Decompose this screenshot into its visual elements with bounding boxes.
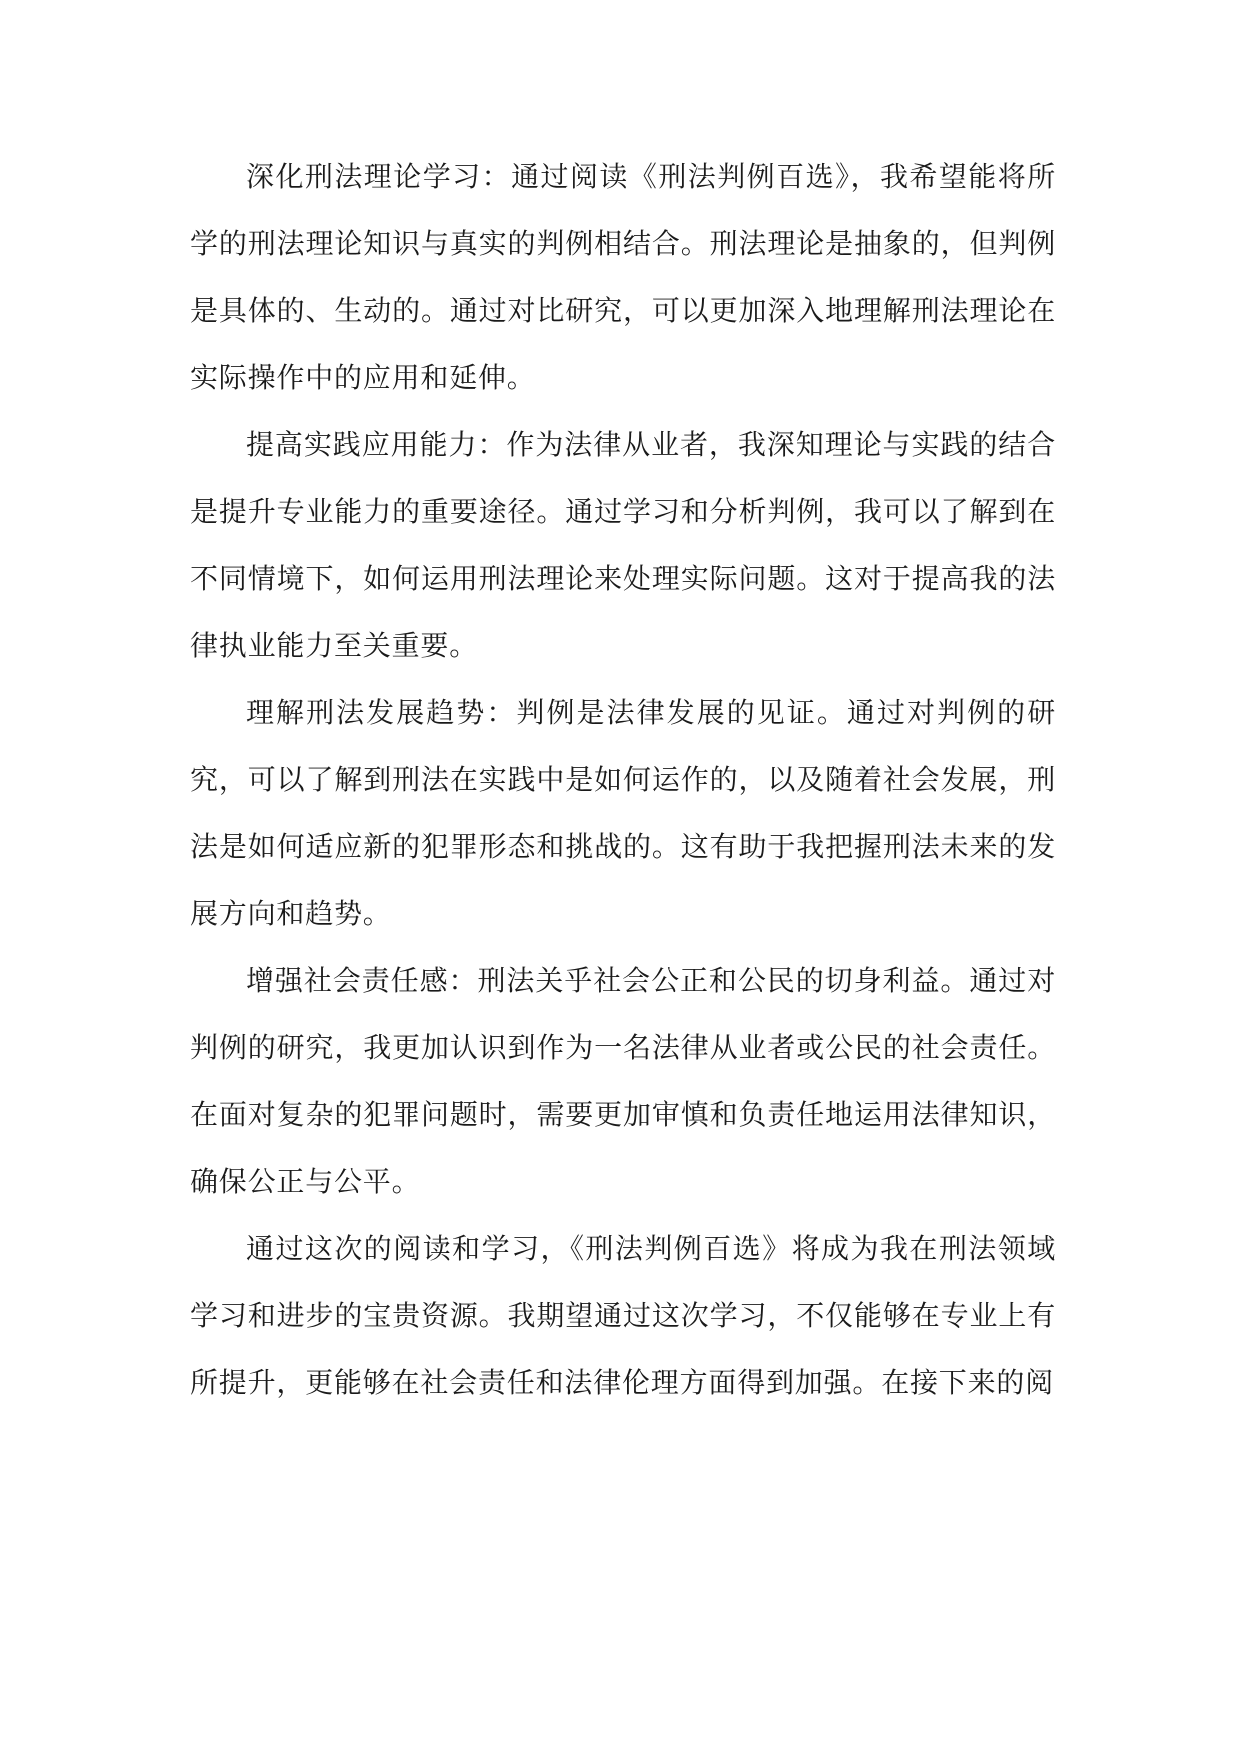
paragraph-development-trend: 理解刑法发展趋势：判例是法律发展的见证。通过对判例的研究，可以了解到刑法在实践中是如何运作的，以及随着社会发展，刑法是如何适应新的犯罪形态和挑战的。这有助于我把握刑法未来的发展方向和趋势。 xyxy=(190,696,1056,930)
paragraph-social-responsibility: 增强社会责任感：刑法关乎社会公正和公民的切身利益。通过对判例的研究，我更加认识到作为一名法律从业者或公民的社会责任。在面对复杂的犯罪问题时，需要更加审慎和负责任地运用法律知识，确保公正与公平。 xyxy=(190,964,1056,1198)
paragraph-theory-study: 深化刑法理论学习：通过阅读《刑法判例百选》，我希望能将所学的刑法理论知识与真实的判例相结合。刑法理论是抽象的，但判例是具体的、生动的。通过对比研究，可以更加深入地理解刑法理论在实际操作中的应用和延伸。 xyxy=(190,160,1056,394)
paragraph-conclusion: 通过这次的阅读和学习，《刑法判例百选》将成为我在刑法领域学习和进步的宝贵资源。我期望通过这次学习，不仅能够在专业上有所提升，更能够在社会责任和法律伦理方面得到加强。在接下来的阅 xyxy=(190,1232,1056,1399)
document-body xyxy=(190,143,1056,1416)
paragraph-practice-ability: 提高实践应用能力：作为法律从业者，我深知理论与实践的结合是提升专业能力的重要途径。通过学习和分析判例，我可以了解到在不同情境下，如何运用刑法理论来处理实际问题。这对于提高我的法律执业能力至关重要。 xyxy=(190,428,1056,662)
